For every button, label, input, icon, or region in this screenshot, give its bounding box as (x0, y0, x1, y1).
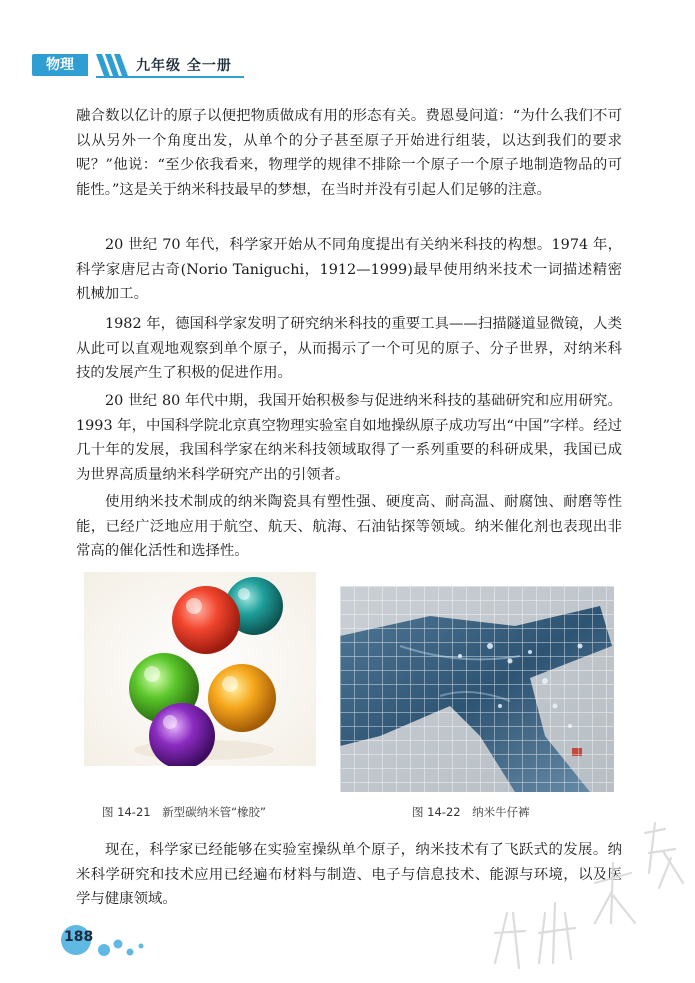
header-slash-decoration (96, 54, 130, 76)
figure-carbon-nanotube-rubber-balls (84, 572, 316, 766)
paragraph-6: 现在，科学家已经能够在实验室操纵单个原子，纳米技术有了飞跃式的发展。纳米科学研究和技术应用已经遍布材料与制造、电子与信息技术、能源与环境，以及医学与健康领域。 (76, 842, 622, 908)
paragraph-5: 使用纳米技术制成的纳米陶瓷具有塑性强、硬度高、耐高温、耐腐蚀、耐磨等性能，已经广泛地应用于航空、航天、航海、石油钻探等领域。纳米催化剂也表现出非常高的催化活性和选择性。 (76, 494, 622, 560)
publisher-watermark (435, 763, 695, 983)
page-header (0, 0, 695, 82)
page-number: 188 (64, 929, 94, 945)
paragraph-1: 融合数以亿计的原子以便把物质做成有用的形态有关。费恩曼问道：“为什么我们不可以从另外一个角度出发，从单个的分子甚至原子开始进行组装，以达到我们的要求呢？”他说：“至少依我看来，物理学的规律不排除一个原子一个原子地制造物品的可能性。”这是关于纳米科技最早的梦想，在当时并没有引起人们足够的注意。 (76, 108, 622, 198)
figure-caption-14-22: 图 14-22 纳米牛仔裤 (412, 805, 530, 819)
paragraph-3: 1982 年，德国科学家发明了研究纳米科技的重要工具——扫描隧道显微镜，人类从此可以直观地观察到单个原子，从而揭示了一个可见的原子、分子世界，对纳米科技的发展产生了积极的促进作用。 (76, 316, 622, 382)
paragraph-2: 20 世纪 70 年代，科学家开始从不同角度提出有关纳米科技的构想。1974 年，科学家唐尼古奇(Norio Taniguchi，1912—1999)最早使用纳米技术一词描述精密机械加工。 (76, 237, 622, 303)
subject-tag: 物理 (32, 54, 88, 76)
header-underline (96, 76, 244, 78)
grade-label: 九年级 全一册 (136, 58, 232, 74)
figure-nano-jeans (340, 586, 614, 792)
paragraph-4: 20 世纪 80 年代中期，我国开始积极参与促进纳米科技的基础研究和应用研究。1993 年，中国科学院北京真空物理实验室自如地操纵原子成功写出“中国”字样。经过几十年的发展，我国科学家在纳米科技领域取得了一系列重要的科研成果，我国已成为世界高质量纳米科学研究产出的引领者。 (76, 393, 622, 483)
figure-caption-14-21: 图 14-21 新型碳纳米管“橡胶” (102, 805, 266, 819)
